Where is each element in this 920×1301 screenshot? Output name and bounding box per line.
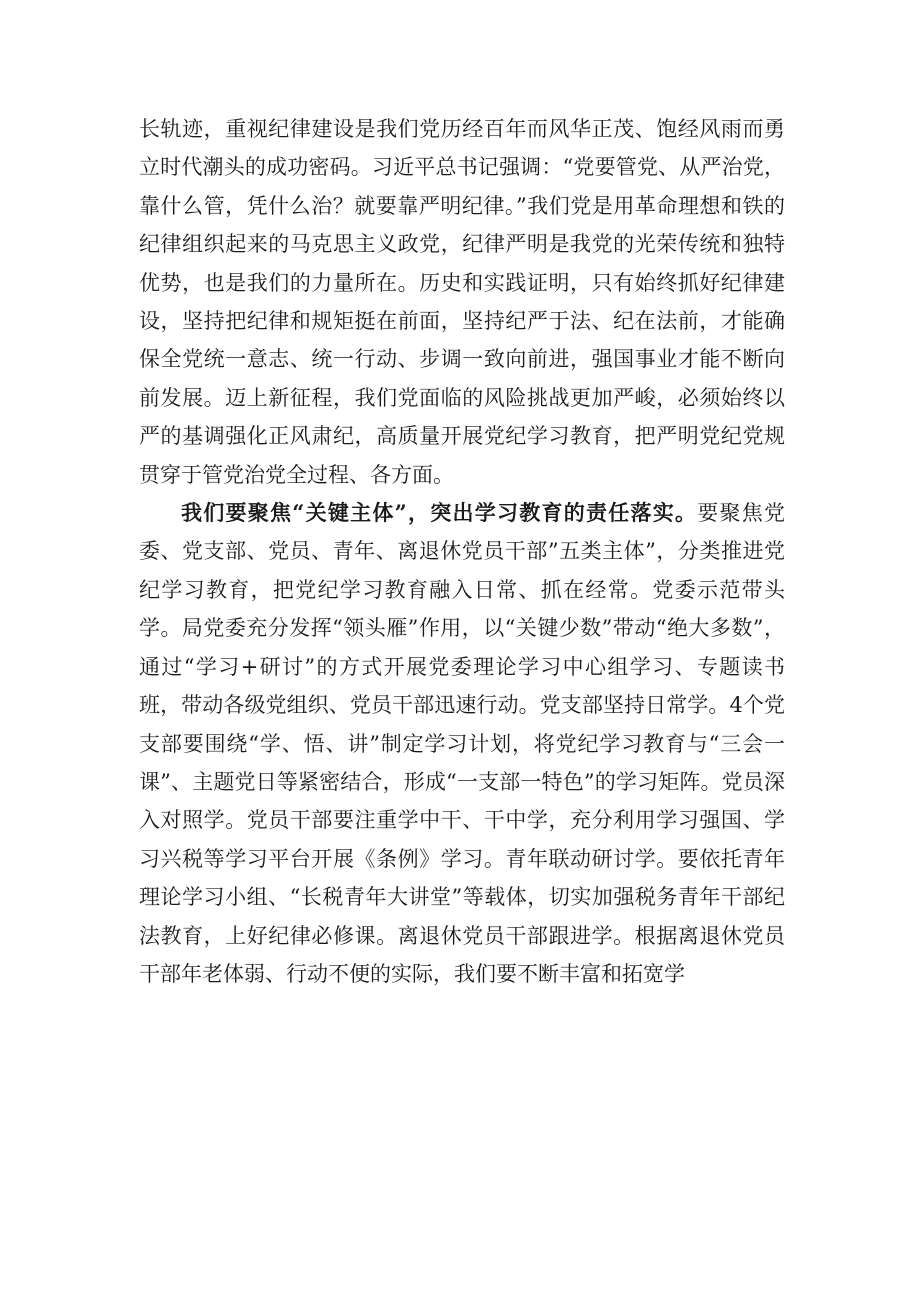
paragraph-2-body: 要聚焦党委、党支部、党员、青年、离退休党员干部”五类主体”，分类推进党纪学习教育，把党纪学习教育融入日常、抓在经常。党委示范带头学。局党委充分发挥“领头雁”作用，以“关键少数”带动“绝大多数”，通过“学习+研讨”的方式开展党委理论学习中心组学习、专题读书班，带动各级党组织、党员干部迅速行动。党支部坚持日常学。4个党支部要围绕“学、悟、讲”制定学习计划，将党纪学习教育与“三会一课”、主题党日等紧密结合，形成“一支部一特色”的学习矩阵。党员深入对照学。党员干部要注重学中干、干中学，充分利用学习强国、学习兴税等学习平台开展《条例》学习。青年联动研讨学。要依托青年理论学习小组、“长税青年大讲堂”等载体，切实加强税务青年干部纪法教育，上好纪律必修课。离退休党员干部跟进学。根据离退休党员干部年老体弱、行动不便的实际，我们要不断丰富和拓宽学 [139, 501, 786, 986]
paragraph-2 [139, 494, 785, 993]
document-body [139, 110, 785, 993]
paragraph-1: 长轨迹，重视纪律建设是我们党历经百年而风华正茂、饱经风雨而勇立时代潮头的成功密码。习近平总书记强调：“党要管党、从严治党，靠什么管，凭什么治？就要靠严明纪律。”我们党是用革命理想和铁的纪律组织起来的马克思主义政党，纪律严明是我党的光荣传统和独特优势，也是我们的力量所在。历史和实践证明，只有始终抓好纪律建设，坚持把纪律和规矩挺在前面，坚持纪严于法、纪在法前，才能确保全党统一意志、统一行动、步调一致向前进，强国事业才能不断向前发展。迈上新征程，我们党面临的风险挑战更加严峻，必须始终以严的基调强化正风肃纪，高质量开展党纪学习教育，把严明党纪党规贯穿于管党治党全过程、各方面。 [139, 117, 785, 487]
paragraph-2-lead: 我们要聚焦“关键主体”，突出学习教育的责任落实。 [181, 500, 698, 526]
